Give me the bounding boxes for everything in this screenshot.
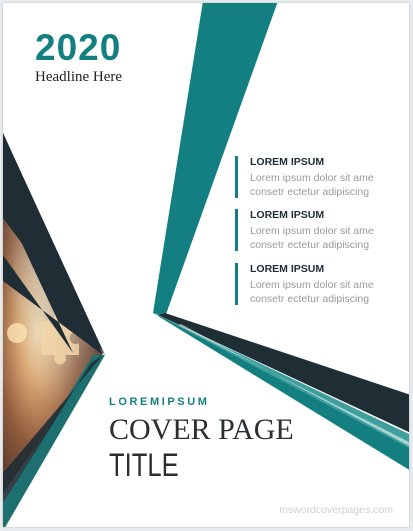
cover-page [3, 3, 409, 527]
info-body: Lorem ipsum dolor sit ame consetr ectetur adipiscing [250, 172, 374, 199]
info-body: Lorem ipsum dolor sit ame consetr ectetur adipiscing [250, 279, 374, 306]
info-title: LOREM IPSUM [250, 209, 325, 221]
info-accent-bar [235, 209, 238, 251]
info-title: LOREM IPSUM [250, 263, 325, 275]
info-body: Lorem ipsum dolor sit ame consetr ectetur adipiscing [250, 225, 374, 252]
info-accent-bar [235, 263, 238, 305]
cover-subtitle: TITLE [109, 447, 179, 483]
headline: Headline Here [35, 69, 123, 85]
kicker-label: LOREMIPSUM [109, 396, 210, 408]
year-heading: 2020 [35, 27, 122, 68]
info-title: LOREM IPSUM [250, 156, 325, 168]
website-link[interactable]: mswordcoverpages.com [279, 504, 393, 516]
info-accent-bar [235, 156, 238, 198]
cover-title: COVER PAGE [109, 413, 294, 446]
